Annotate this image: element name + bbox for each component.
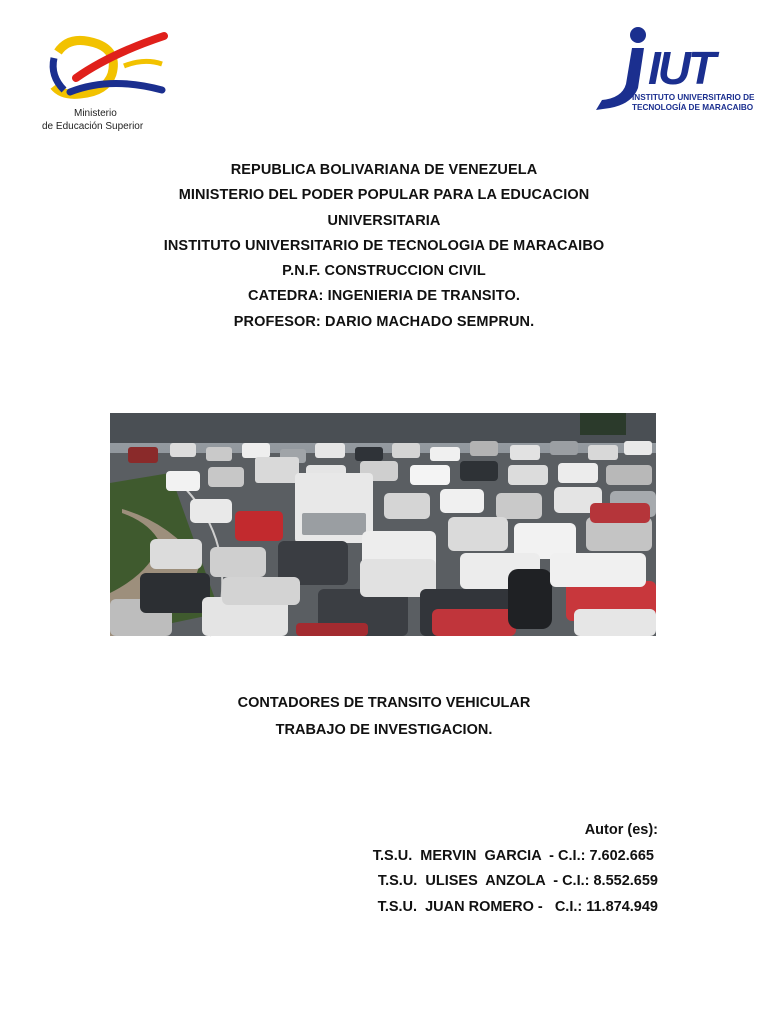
ministerio-logo (40, 30, 170, 135)
header-line-ministry-cont: UNIVERSITARIA (327, 212, 441, 229)
iut-logo-text-2: TECNOLOGÍA DE MARACAIBO (632, 103, 754, 112)
author-line: T.S.U. JUAN ROMERO - C.I.: 11.874.949 (377, 898, 658, 915)
header-line-course: CATEDRA: INGENIERIA DE TRANSITO. (248, 288, 520, 305)
header-line-ministry: MINISTERIO DEL PODER POPULAR PARA LA EDUCACION (178, 187, 590, 204)
iut-logo-text-1: INSTITUTO UNIVERSITARIO DE (632, 93, 755, 102)
header-line-country: REPUBLICA BOLIVARIANA DE VENEZUELA (230, 162, 538, 178)
title-line-type: TRABAJO DE INVESTIGACION. (275, 722, 493, 738)
author-line: T.S.U. ULISES ANZOLA - C.I.: 8.552.659 (377, 873, 658, 889)
header-line-program: P.N.F. CONSTRUCCION CIVIL (282, 263, 486, 280)
iut-logo-mark: IUT (648, 42, 714, 94)
header-line-institute: INSTITUTO UNIVERSITARIO DE TECNOLOGIA DE MARACAIBO (163, 237, 605, 254)
authors-block (373, 818, 658, 920)
authors-label: Autor (es): (584, 822, 658, 838)
institution-header (0, 158, 768, 335)
ministerio-logo-text-1: Ministerio (74, 108, 117, 119)
title-line-topic: CONTADORES DE TRANSITO VEHICULAR (237, 695, 531, 711)
author-line: T.S.U. MERVIN GARCIA - C.I.: 7.602.665 (372, 847, 658, 864)
ministerio-logo-text-2: de Educación Superior (42, 121, 144, 132)
iut-logo (592, 24, 755, 124)
header-line-professor: PROFESOR: DARIO MACHADO SEMPRUN. (233, 313, 535, 330)
traffic-photo (110, 413, 656, 636)
document-title (0, 690, 768, 744)
